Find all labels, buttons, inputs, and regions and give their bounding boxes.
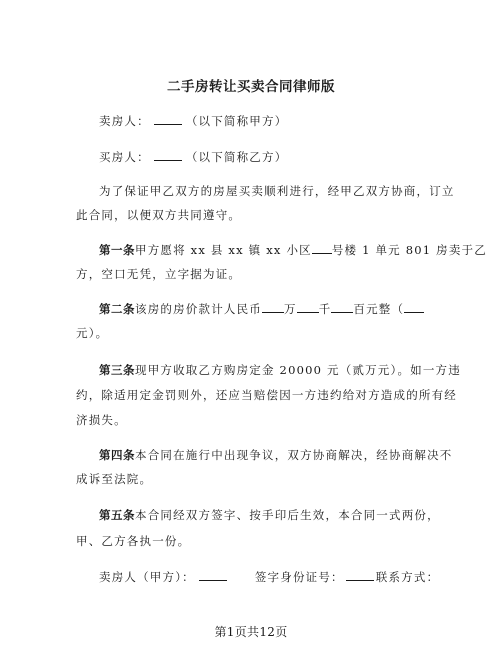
article-5-text: 本合同经双方签字、按手印后生效，本合同一式两份，: [135, 508, 440, 522]
price-qian-blank: [297, 301, 319, 313]
seller-label: 卖房人：: [99, 114, 150, 128]
page-indicator: 第1页共12页: [214, 625, 288, 639]
article-4-line-1: [99, 447, 453, 463]
article-3-line-2: 约，除适用定金罚则外，还应当赔偿因一方违约给对方造成的所有经: [76, 388, 457, 402]
article-1-line-1: [99, 242, 487, 258]
intro-line-2: 此合同，以便双方共同遵守。: [76, 208, 242, 222]
article-3-line-1: [99, 362, 461, 378]
article-4-text: 本合同在施行中出现争议，双方协商解决，经协商解决不: [135, 448, 453, 462]
article-2-line-1: [99, 301, 424, 317]
seller-signature-label: 卖房人（甲方）：: [99, 570, 195, 584]
seller-note: （以下简称甲方）: [185, 114, 288, 128]
price-unit-wan: 万: [284, 302, 297, 316]
article-3-heading: 第三条: [99, 363, 135, 377]
price-total-blank: [404, 301, 424, 313]
article-5-heading: 第五条: [99, 508, 135, 522]
article-2-text-a: 该房的房价款计人民币: [135, 302, 262, 316]
article-5-line-2: 甲、乙方各执一份。: [76, 534, 191, 548]
article-1-text-b: 号楼 1 单元 801 房卖于乙: [331, 243, 487, 257]
price-wan-blank: [262, 301, 284, 313]
article-4-line-2: 成诉至法院。: [76, 472, 153, 486]
price-unit-qian: 千: [318, 302, 332, 316]
seller-name-blank: [154, 113, 182, 125]
price-bai-blank: [331, 301, 353, 313]
article-3-text: 现甲方收取乙方购房定金 20000 元（贰万元）。如一方违: [135, 363, 461, 377]
signature-line: [99, 569, 439, 585]
id-number-label: 签字身份证号：: [254, 570, 344, 584]
building-number-blank: [312, 242, 332, 254]
article-3-line-3: 济损失。: [76, 413, 127, 427]
article-2-heading: 第二条: [99, 302, 135, 316]
price-unit-bai: 百元整（: [353, 302, 405, 316]
contact-label: 联系方式：: [375, 570, 440, 584]
seller-line: [99, 113, 287, 129]
seller-signature-blank: [199, 569, 227, 581]
buyer-line: [99, 149, 287, 165]
buyer-label: 买房人：: [99, 150, 150, 164]
document-title: 二手房转让买卖合同律师版: [167, 79, 335, 95]
article-4-heading: 第四条: [99, 448, 135, 462]
article-5-line-1: [99, 507, 440, 523]
buyer-note: （以下简称乙方）: [185, 150, 288, 164]
article-1-heading: 第一条: [99, 243, 135, 257]
buyer-name-blank: [154, 149, 182, 161]
intro-line-1: 为了保证甲乙双方的房屋买卖顺利进行，经甲乙双方协商，订立: [99, 184, 455, 198]
article-2-line-2: 元）。: [76, 326, 109, 340]
article-1-line-2: 方，空口无凭，立字据为证。: [76, 267, 242, 281]
id-number-blank: [346, 569, 374, 581]
article-1-text-a: 甲方愿将 xx 县 xx 镇 xx 小区: [135, 243, 312, 257]
